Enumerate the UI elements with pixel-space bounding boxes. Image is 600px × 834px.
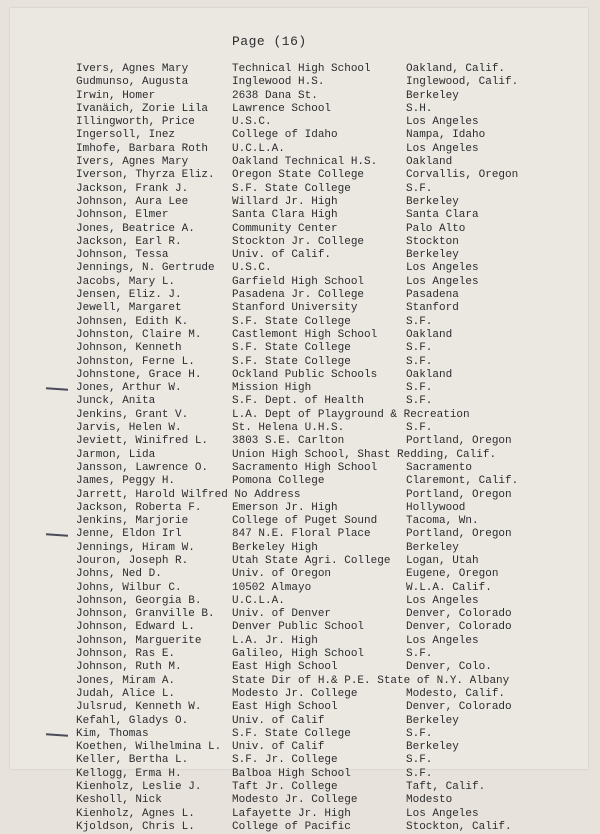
entry-institution: Balboa High School xyxy=(232,767,351,780)
entry-location: Nampa, Idaho xyxy=(406,129,486,142)
entry-institution: U.C.L.A. xyxy=(232,142,285,155)
list-item xyxy=(76,595,576,608)
entry-location: Taft, Calif. xyxy=(406,781,486,794)
list-item xyxy=(76,781,576,794)
entry-name: Johnson, Elmer xyxy=(76,209,169,222)
entry-institution: Emerson Jr. High xyxy=(232,501,338,514)
entry-name: Johns, Wilbur C. xyxy=(76,581,182,594)
list-item xyxy=(76,342,576,355)
entry-name: Kim, Thomas xyxy=(76,727,149,740)
margin-pencil-mark xyxy=(46,534,68,537)
list-item xyxy=(76,728,576,741)
entry-location: Inglewood, Calif. xyxy=(406,76,519,89)
entry-institution: Oakland Technical H.S. xyxy=(232,156,378,169)
entry-institution: S.F. Dept. of Health xyxy=(232,395,365,408)
list-item xyxy=(76,489,576,502)
list-item xyxy=(76,449,576,462)
list-item xyxy=(76,116,576,129)
entry-institution: College of Puget Sound xyxy=(232,515,378,528)
list-item xyxy=(76,90,576,103)
entry-name: Jackson, Roberta F. xyxy=(76,501,202,514)
entry-institution: Univ. of Denver xyxy=(232,608,332,621)
entry-institution: Lawrence School xyxy=(232,102,332,115)
list-item xyxy=(76,475,576,488)
entry-location: Logan, Utah xyxy=(406,554,479,567)
list-item xyxy=(76,302,576,315)
list-item xyxy=(76,316,576,329)
roster-list xyxy=(76,63,576,834)
list-item xyxy=(76,196,576,209)
entry-name: Kesholl, Nick xyxy=(76,794,162,807)
entry-institution: Denver Public School xyxy=(232,621,365,634)
entry-institution: Community Center xyxy=(232,222,338,235)
entry-institution: College of Idaho xyxy=(232,129,338,142)
entry-institution: Stanford University xyxy=(232,302,358,315)
list-item xyxy=(76,555,576,568)
entry-name: Jenkins, Grant V. xyxy=(76,408,189,421)
entry-location: Denver, Colorado xyxy=(406,608,512,621)
entry-institution: S.F. State College xyxy=(232,182,351,195)
list-item xyxy=(76,568,576,581)
entry-name: Irwin, Homer xyxy=(76,89,156,102)
entry-location: Stockton xyxy=(406,235,459,248)
entry-institution: East High School xyxy=(232,701,338,714)
entry-location: Portland, Oregon xyxy=(406,488,512,501)
entry-location: Oakland, Calif. xyxy=(406,63,506,75)
entry-institution: Union High School, Shast Redding, Calif. xyxy=(232,448,497,461)
entry-location: Modesto, Calif. xyxy=(406,687,506,700)
entry-institution: Modesto Jr. College xyxy=(232,687,358,700)
entry-location: Oakland xyxy=(406,156,453,169)
entry-name: Jenne, Eldon Irl xyxy=(76,528,182,541)
entry-institution: Stockton Jr. College xyxy=(232,235,365,248)
entry-institution: Galileo, High School xyxy=(232,648,365,661)
list-item xyxy=(76,741,576,754)
entry-location: Sacramento xyxy=(406,461,473,474)
list-item xyxy=(76,621,576,634)
entry-location: Denver, Colo. xyxy=(406,661,492,674)
entry-name: Ivers, Agnes Mary xyxy=(76,156,189,169)
list-item xyxy=(76,183,576,196)
entry-institution: Pomona College xyxy=(232,475,325,488)
entry-name: Kjoldson, Chris L. xyxy=(76,820,195,833)
entry-name: Ingersoll, Inez xyxy=(76,129,176,142)
entry-name: Johnson, Marguerite xyxy=(76,634,202,647)
list-item xyxy=(76,356,576,369)
entry-name: Johnston, Ferne L. xyxy=(76,355,195,368)
list-item xyxy=(76,821,576,834)
entry-institution: S.F. State College xyxy=(232,355,351,368)
entry-institution: 3803 S.E. Carlton xyxy=(232,435,345,448)
entry-name: Imhofe, Barbara Roth xyxy=(76,142,209,155)
entry-institution: St. Helena U.H.S. xyxy=(232,422,345,435)
entry-institution: Univ. of Calif xyxy=(232,741,325,754)
list-item xyxy=(76,223,576,236)
entry-location: Berkeley xyxy=(406,249,459,262)
entry-institution: Garfield High School xyxy=(232,275,365,288)
entry-name: Judah, Alice L. xyxy=(76,687,176,700)
list-item xyxy=(76,768,576,781)
entry-name: Johnson, Kenneth xyxy=(76,342,182,355)
list-item xyxy=(76,382,576,395)
entry-institution: Santa Clara High xyxy=(232,209,338,222)
list-item xyxy=(76,395,576,408)
entry-name: Jarmon, Lida xyxy=(76,448,156,461)
entry-institution: Willard Jr. High xyxy=(232,195,338,208)
entry-location: W.L.A. Calif. xyxy=(406,581,492,594)
entry-location: S.F. xyxy=(406,315,433,328)
entry-name: Johnstone, Grace H. xyxy=(76,368,202,381)
entry-location: Berkeley xyxy=(406,741,459,754)
entry-name: James, Peggy H. xyxy=(76,475,176,488)
entry-location: Los Angeles xyxy=(406,594,479,607)
entry-location: Pasadena xyxy=(406,289,459,302)
entry-location: Oakland xyxy=(406,368,453,381)
list-item xyxy=(76,808,576,821)
entry-name: Kienholz, Leslie J. xyxy=(76,781,202,794)
entry-institution: State Dir of H.& P.E. State of N.Y. Albany xyxy=(232,674,510,687)
margin-pencil-mark xyxy=(46,733,68,736)
entry-location: Santa Clara xyxy=(406,209,479,222)
entry-location: Hollywood xyxy=(406,501,466,514)
list-item xyxy=(76,754,576,767)
entry-location: Oakland xyxy=(406,328,453,341)
entry-name: Jansson, Lawrence O. xyxy=(76,461,209,474)
entry-name: Johnson, Georgia B. xyxy=(76,594,202,607)
entry-location: S.F. xyxy=(406,754,433,767)
entry-institution: Lafayette Jr. High xyxy=(232,807,351,820)
entry-institution: East High School xyxy=(232,661,338,674)
entry-name: Jackson, Earl R. xyxy=(76,235,182,248)
list-item xyxy=(76,422,576,435)
entry-name: Johnson, Ruth M. xyxy=(76,661,182,674)
entry-name: Junck, Anita xyxy=(76,395,156,408)
list-item xyxy=(76,262,576,275)
entry-name: Jacobs, Mary L. xyxy=(76,275,176,288)
entry-location: Los Angeles xyxy=(406,634,479,647)
entry-institution: Modesto Jr. College xyxy=(232,794,358,807)
list-item xyxy=(76,462,576,475)
entry-institution: U.C.L.A. xyxy=(232,594,285,607)
list-item xyxy=(76,635,576,648)
entry-name: Jennings, Hiram W. xyxy=(76,541,195,554)
entry-institution: Sacramento High School xyxy=(232,461,378,474)
list-item xyxy=(76,675,576,688)
entry-location: Berkeley xyxy=(406,89,459,102)
entry-institution: S.F. State College xyxy=(232,342,351,355)
entry-location: Portland, Oregon xyxy=(406,435,512,448)
entry-institution: Pasadena Jr. College xyxy=(232,289,365,302)
list-item xyxy=(76,156,576,169)
entry-location: S.F. xyxy=(406,182,433,195)
entry-location: Los Angeles xyxy=(406,262,479,275)
entry-institution: Taft Jr. College xyxy=(232,781,338,794)
entry-institution: Utah State Agri. College xyxy=(232,554,391,567)
entry-location: Los Angeles xyxy=(406,116,479,129)
list-item xyxy=(76,582,576,595)
entry-name: Ivers, Agnes Mary xyxy=(76,63,189,75)
entry-location: Los Angeles xyxy=(406,807,479,820)
entry-name: Julsrud, Kenneth W. xyxy=(76,701,202,714)
entry-name: Jeviett, Winifred L. xyxy=(76,435,209,448)
entry-location: Los Angeles xyxy=(406,275,479,288)
entry-location: Berkeley xyxy=(406,195,459,208)
list-item xyxy=(76,661,576,674)
list-item xyxy=(76,329,576,342)
entry-name: Johnson, Granville B. xyxy=(76,608,215,621)
list-item xyxy=(76,435,576,448)
entry-institution: Oregon State College xyxy=(232,169,365,182)
page-title: Page (16) xyxy=(232,34,307,49)
list-item xyxy=(76,648,576,661)
entry-name: Johns, Ned D. xyxy=(76,568,162,581)
entry-location: Eugene, Oregon xyxy=(406,568,499,581)
entry-institution: Univ. of Calif. xyxy=(232,249,332,262)
entry-name: Jones, Miram A. xyxy=(76,674,176,687)
entry-institution: 2638 Dana St. xyxy=(232,89,318,102)
entry-name: Johnson, Aura Lee xyxy=(76,195,189,208)
entry-institution: Berkeley High xyxy=(232,541,318,554)
entry-name: Jones, Arthur W. xyxy=(76,382,182,395)
list-item xyxy=(76,701,576,714)
entry-institution: Technical High School xyxy=(232,63,371,75)
entry-location: Palo Alto xyxy=(406,222,466,235)
entry-institution: L.A. Dept of Playground & Recreation xyxy=(232,408,470,421)
entry-name: Johnson, Ras E. xyxy=(76,648,176,661)
list-item xyxy=(76,249,576,262)
entry-location: S.H. xyxy=(406,102,433,115)
entry-location: S.F. xyxy=(406,767,433,780)
entry-institution: Inglewood H.S. xyxy=(232,76,325,89)
entry-location: S.F. xyxy=(406,727,433,740)
list-item xyxy=(76,209,576,222)
entry-name: Jarrett, Harold Wilfred No Address xyxy=(76,488,301,501)
entry-name: Ivanäich, Zorie Lila xyxy=(76,102,209,115)
entry-institution: College of Pacific xyxy=(232,820,351,833)
entry-name: Johnson, Tessa xyxy=(76,249,169,262)
list-item xyxy=(76,608,576,621)
entry-name: Kienholz, Agnes L. xyxy=(76,807,195,820)
entry-name: Johnson, Edward L. xyxy=(76,621,195,634)
list-item xyxy=(76,542,576,555)
entry-location: Corvallis, Oregon xyxy=(406,169,519,182)
entry-name: Kellogg, Erma H. xyxy=(76,767,182,780)
list-item xyxy=(76,528,576,541)
entry-institution: Castlemont High School xyxy=(232,328,378,341)
entry-location: Portland, Oregon xyxy=(406,528,512,541)
entry-institution: S.F. Jr. College xyxy=(232,754,338,767)
entry-location: Tacoma, Wn. xyxy=(406,515,479,528)
entry-name: Illingworth, Price xyxy=(76,116,195,129)
entry-name: Koethen, Wilhelmina L. xyxy=(76,741,222,754)
entry-institution: S.F. State College xyxy=(232,315,351,328)
list-item xyxy=(76,515,576,528)
entry-institution: Ockland Public Schools xyxy=(232,368,378,381)
entry-location: Stockton, Calif. xyxy=(406,820,512,833)
entry-institution: 847 N.E. Floral Place xyxy=(232,528,371,541)
list-item xyxy=(76,289,576,302)
list-item xyxy=(76,688,576,701)
entry-name: Gudmunso, Augusta xyxy=(76,76,189,89)
entry-location: Modesto xyxy=(406,794,453,807)
list-item xyxy=(76,143,576,156)
entry-location: S.F. xyxy=(406,422,433,435)
entry-name: Jenkins, Marjorie xyxy=(76,515,189,528)
entry-institution: L.A. Jr. High xyxy=(232,634,318,647)
entry-institution: Mission High xyxy=(232,382,312,395)
entry-location: S.F. xyxy=(406,395,433,408)
entry-location: S.F. xyxy=(406,355,433,368)
entry-location: S.F. xyxy=(406,342,433,355)
entry-name: Jarvis, Helen W. xyxy=(76,422,182,435)
entry-location: S.F. xyxy=(406,382,433,395)
entry-institution: S.F. State College xyxy=(232,727,351,740)
entry-location: Denver, Colorado xyxy=(406,701,512,714)
entry-location: Claremont, Calif. xyxy=(406,475,519,488)
list-item xyxy=(76,129,576,142)
entry-location: Berkeley xyxy=(406,541,459,554)
entry-location: Denver, Colorado xyxy=(406,621,512,634)
list-item xyxy=(76,715,576,728)
entry-name: Jewell, Margaret xyxy=(76,302,182,315)
list-item xyxy=(76,236,576,249)
entry-name: Jensen, Eliz. J. xyxy=(76,289,182,302)
entry-location: Stanford xyxy=(406,302,459,315)
entry-name: Johnsen, Edith K. xyxy=(76,315,189,328)
list-item xyxy=(76,409,576,422)
entry-location: S.F. xyxy=(406,648,433,661)
entry-location: Berkeley xyxy=(406,714,459,727)
list-item xyxy=(76,63,576,76)
list-item xyxy=(76,103,576,116)
list-item xyxy=(76,502,576,515)
entry-name: Jackson, Frank J. xyxy=(76,182,189,195)
margin-pencil-mark xyxy=(46,387,68,390)
entry-institution: U.S.C. xyxy=(232,262,272,275)
list-item xyxy=(76,276,576,289)
entry-name: Kefahl, Gladys O. xyxy=(76,714,189,727)
list-item xyxy=(76,169,576,182)
entry-name: Jouron, Joseph R. xyxy=(76,554,189,567)
entry-name: Jennings, N. Gertrude xyxy=(76,262,215,275)
entry-name: Iverson, Thyrza Eliz. xyxy=(76,169,215,182)
list-item xyxy=(76,76,576,89)
entry-name: Keller, Bertha L. xyxy=(76,754,189,767)
entry-institution: U.S.C. xyxy=(232,116,272,129)
entry-name: Jones, Beatrice A. xyxy=(76,222,195,235)
entry-institution: Univ. of Calif xyxy=(232,714,325,727)
list-item xyxy=(76,369,576,382)
entry-location: Los Angeles xyxy=(406,142,479,155)
entry-institution: Univ. of Oregon xyxy=(232,568,332,581)
entry-name: Johnston, Claire M. xyxy=(76,328,202,341)
entry-institution: 10502 Almayo xyxy=(232,581,312,594)
document-page xyxy=(10,8,588,833)
list-item xyxy=(76,794,576,807)
